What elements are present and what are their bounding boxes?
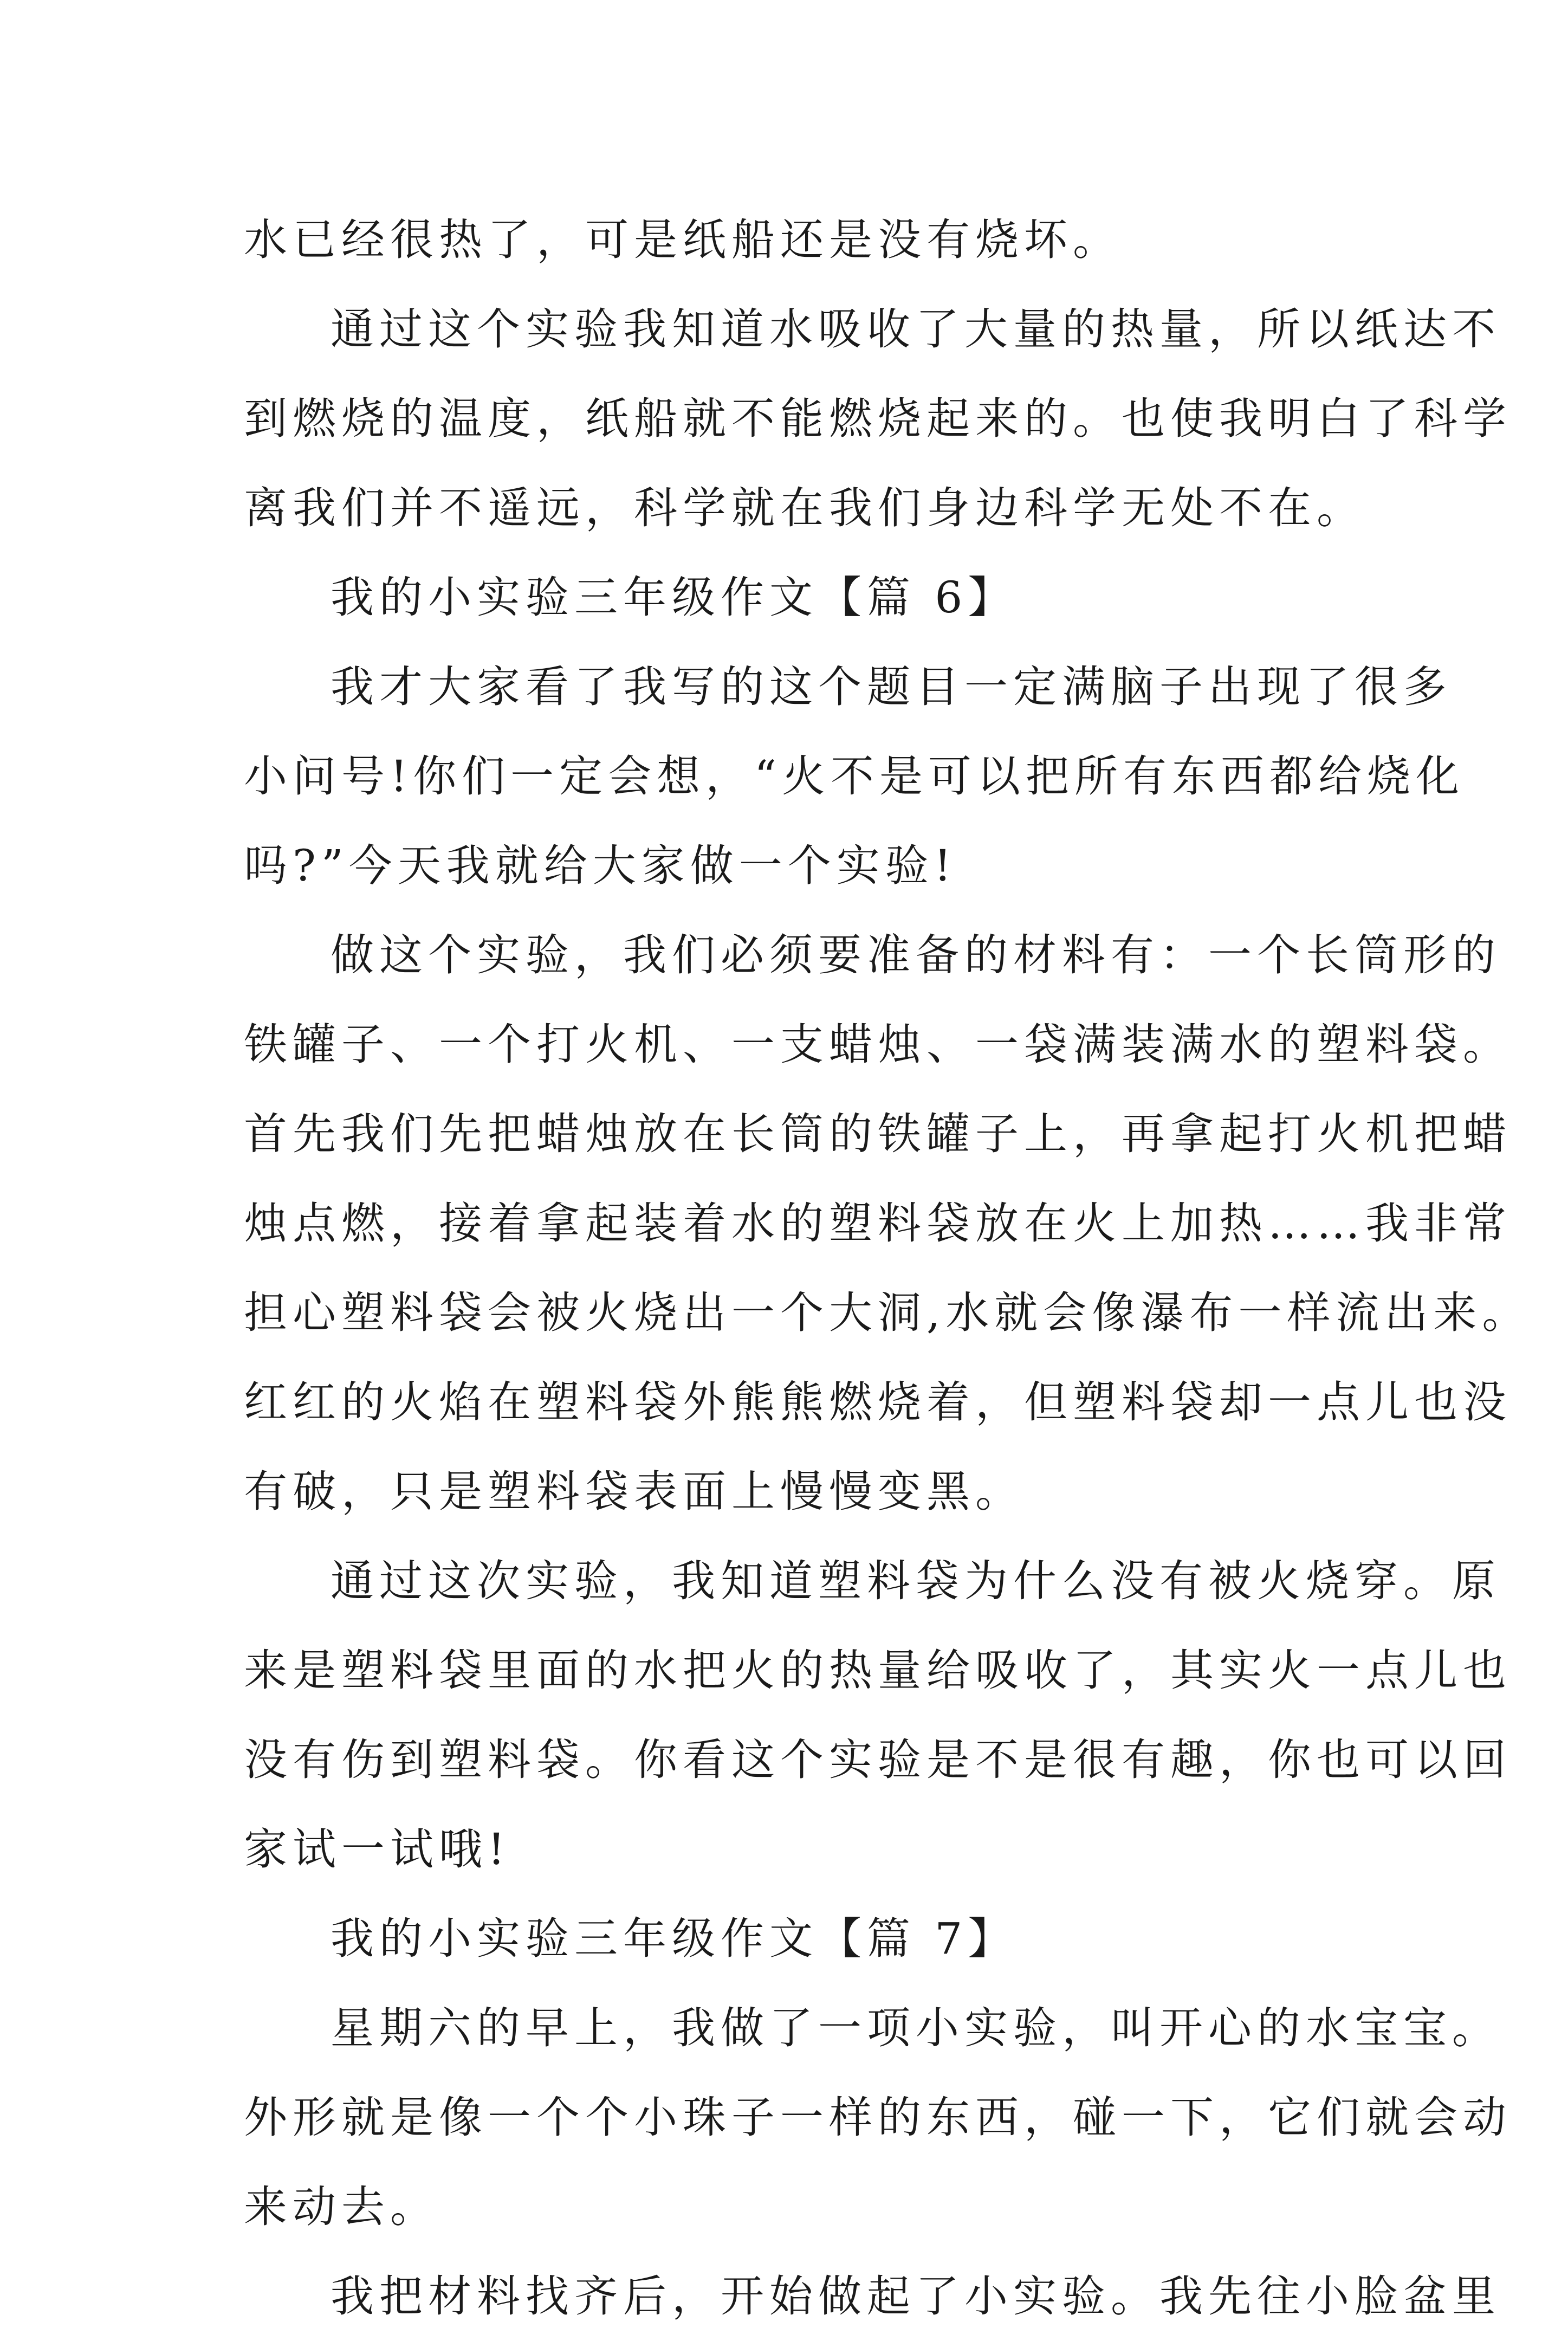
text-line: 通过这次实验，我知道塑料袋为什么没有被火烧穿。原 — [331, 1556, 1501, 1606]
text-line: 来是塑料袋里面的水把火的热量给吸收了，其实火一点儿也 — [244, 1645, 1512, 1696]
text-line: 烛点燃，接着拿起装着水的塑料袋放在火上加热……我非常 — [244, 1198, 1512, 1249]
text-line: 红红的火焰在塑料袋外熊熊燃烧着，但塑料袋却一点儿也没 — [244, 1377, 1512, 1427]
text-line: 我才大家看了我写的这个题目一定满脑子出现了很多 — [331, 662, 1452, 712]
text-line: 来动去。 — [244, 2182, 439, 2232]
text-line: 做这个实验，我们必须要准备的材料有：一个长筒形的 — [331, 930, 1501, 980]
text-line: 没有伤到塑料袋。你看这个实验是不是很有趣，你也可以回 — [244, 1735, 1512, 1785]
text-line: 离我们并不遥远，科学就在我们身边科学无处不在。 — [244, 483, 1365, 533]
section-heading: 我的小实验三年级作文【篇 7】 — [331, 1913, 1017, 1964]
text-line: 吗?”今天我就给大家做一个实验! — [244, 840, 957, 891]
text-line: 铁罐子、一个打火机、一支蜡烛、一袋满装满水的塑料袋。 — [244, 1019, 1512, 1070]
text-line: 小问号!你们一定会想，“火不是可以把所有东西都给烧化 — [244, 751, 1465, 801]
text-line: 水已经很热了，可是纸船还是没有烧坏。 — [244, 215, 1122, 265]
text-line: 星期六的早上，我做了一项小实验，叫开心的水宝宝。 — [331, 2003, 1501, 2053]
text-line: 担心塑料袋会被火烧出一个大洞,水就会像瀑布一样流出来。 — [244, 1288, 1531, 1338]
text-line: 有破，只是塑料袋表面上慢慢变黑。 — [244, 1466, 1024, 1517]
document-body — [244, 195, 1531, 2341]
text-line: 外形就是像一个个小珠子一样的东西，碰一下，它们就会动 — [244, 2092, 1512, 2143]
text-line: 到燃烧的温度，纸船就不能燃烧起来的。也使我明白了科学 — [244, 393, 1512, 444]
text-line: 首先我们先把蜡烛放在长筒的铁罐子上，再拿起打火机把蜡 — [244, 1109, 1512, 1159]
text-line: 通过这个实验我知道水吸收了大量的热量，所以纸达不 — [331, 304, 1501, 354]
section-heading: 我的小实验三年级作文【篇 6】 — [331, 572, 1017, 623]
text-line: 我把材料找齐后，开始做起了小实验。我先往小脸盆里 — [331, 2271, 1501, 2321]
text-line: 家试一试哦! — [244, 1824, 511, 1874]
